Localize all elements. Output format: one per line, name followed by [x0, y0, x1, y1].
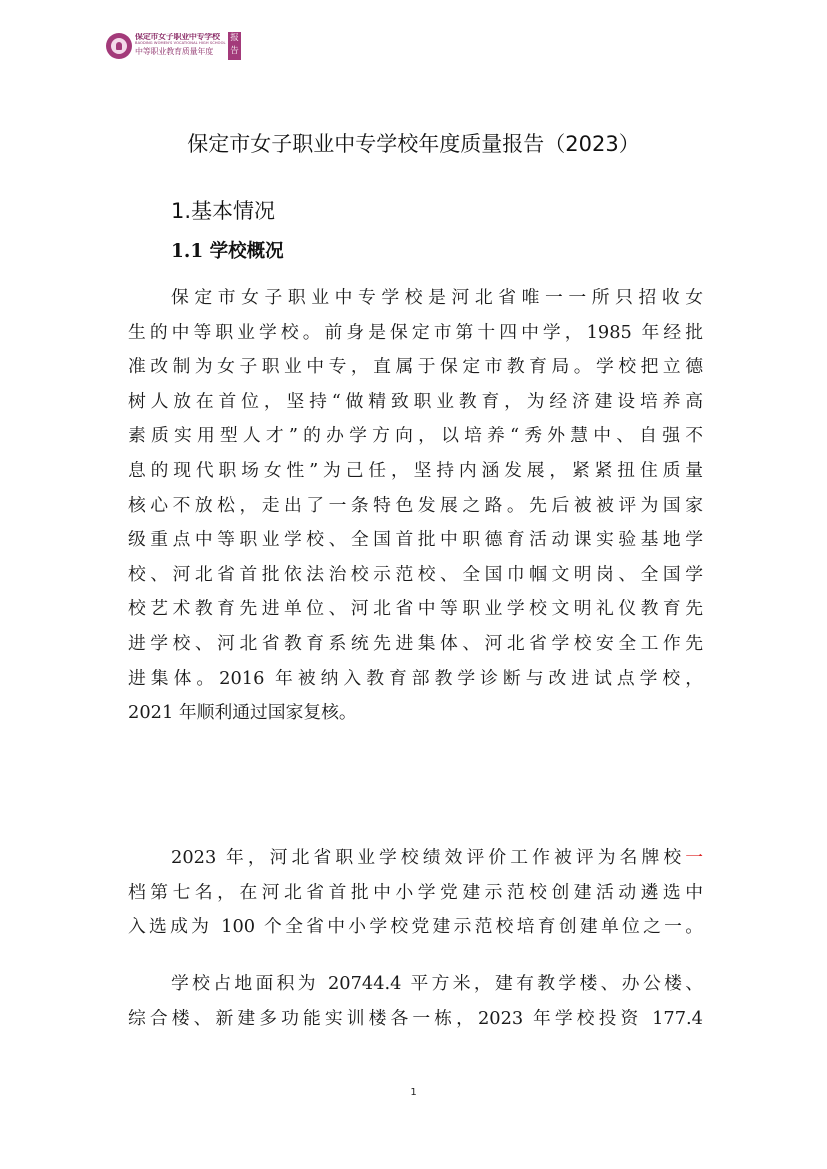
text-line: 进学校、河北省教育系统先进集体、河北省学校安全工作先 [128, 632, 703, 654]
report-badge [228, 32, 241, 60]
badge-char-top: 报 [230, 33, 239, 43]
logo-subtitle: 中等职业教育质量年度 [135, 46, 213, 56]
text-line: 生的中等职业学校。前身是保定市第十四中学，1985 年经批 [128, 321, 703, 343]
text-line: 素质实用型人才”的办学方向，以培养“秀外慧中、自强不 [128, 425, 703, 447]
school-logo [106, 31, 242, 61]
page-number: 1 [410, 1087, 417, 1098]
text-line: 校、河北省首批依法治校示范校、全国巾帼文明岗、全国学 [128, 563, 703, 585]
text-line [128, 841, 703, 876]
logo-school-name: 保定市女子职业中专学校 [135, 33, 220, 41]
logo-english-name: BAODING WOMEN'S VOCATIONAL HIGH SCHOOL [135, 41, 226, 45]
paragraph-campus-facilities [128, 967, 703, 1036]
text-line: 息的现代职场女性”为己任，坚持内涵发展，紧紧扭住质量 [128, 459, 703, 481]
text-line: 档第七名，在河北省首批中小学党建示范校创建活动遴选中 [128, 881, 703, 903]
text-line: 树人放在首位，坚持“做精致职业教育，为经济建设培养高 [128, 390, 703, 412]
text-line: 准改制为女子职业中专，直属于保定市教育局。学校把立德 [128, 356, 703, 378]
text-line: 级重点中等职业学校、全国首批中职德育活动课实验基地学 [128, 529, 703, 551]
text-line: 入选成为 100 个全省中小学校党建示范校培育创建单位之一。 [128, 916, 703, 938]
text-line: 保定市女子职业中专学校是河北省唯一一所只招收女 [171, 287, 703, 308]
logo-text [135, 33, 227, 59]
document-title: 保定市女子职业中专学校年度质量报告（2023） [187, 132, 640, 156]
text-line: 校艺术教育先进单位、河北省中等职业学校文明礼仪教育先 [128, 598, 703, 620]
text-line: 综合楼、新建多功能实训楼各一栋，2023 年学校投资 177.4 [128, 1007, 703, 1029]
badge-char-bottom: 告 [230, 46, 239, 56]
paragraph-school-overview [128, 281, 703, 731]
subsection-heading-school-overview: 1.1 学校概况 [171, 241, 284, 262]
school-seal-icon [106, 33, 132, 59]
text-line: 进集体。2016 年被纳入教育部教学诊断与改进试点学校， [128, 667, 703, 689]
paragraph-2023-achievements [128, 841, 703, 945]
text-line: 2021 年顺利通过国家复核。 [128, 702, 357, 724]
text-line: 学校占地面积为 20744.4 平方米，建有教学楼、办公楼、 [171, 973, 703, 994]
text-line: 核心不放松，走出了一条特色发展之路。先后被被评为国家 [128, 494, 703, 516]
text-segment: 2023 年，河北省职业学校绩效评价工作被评为名牌校 [171, 847, 686, 868]
section-heading-basic-info: 1.基本情况 [171, 199, 276, 223]
highlighted-text: 一 [685, 847, 703, 868]
